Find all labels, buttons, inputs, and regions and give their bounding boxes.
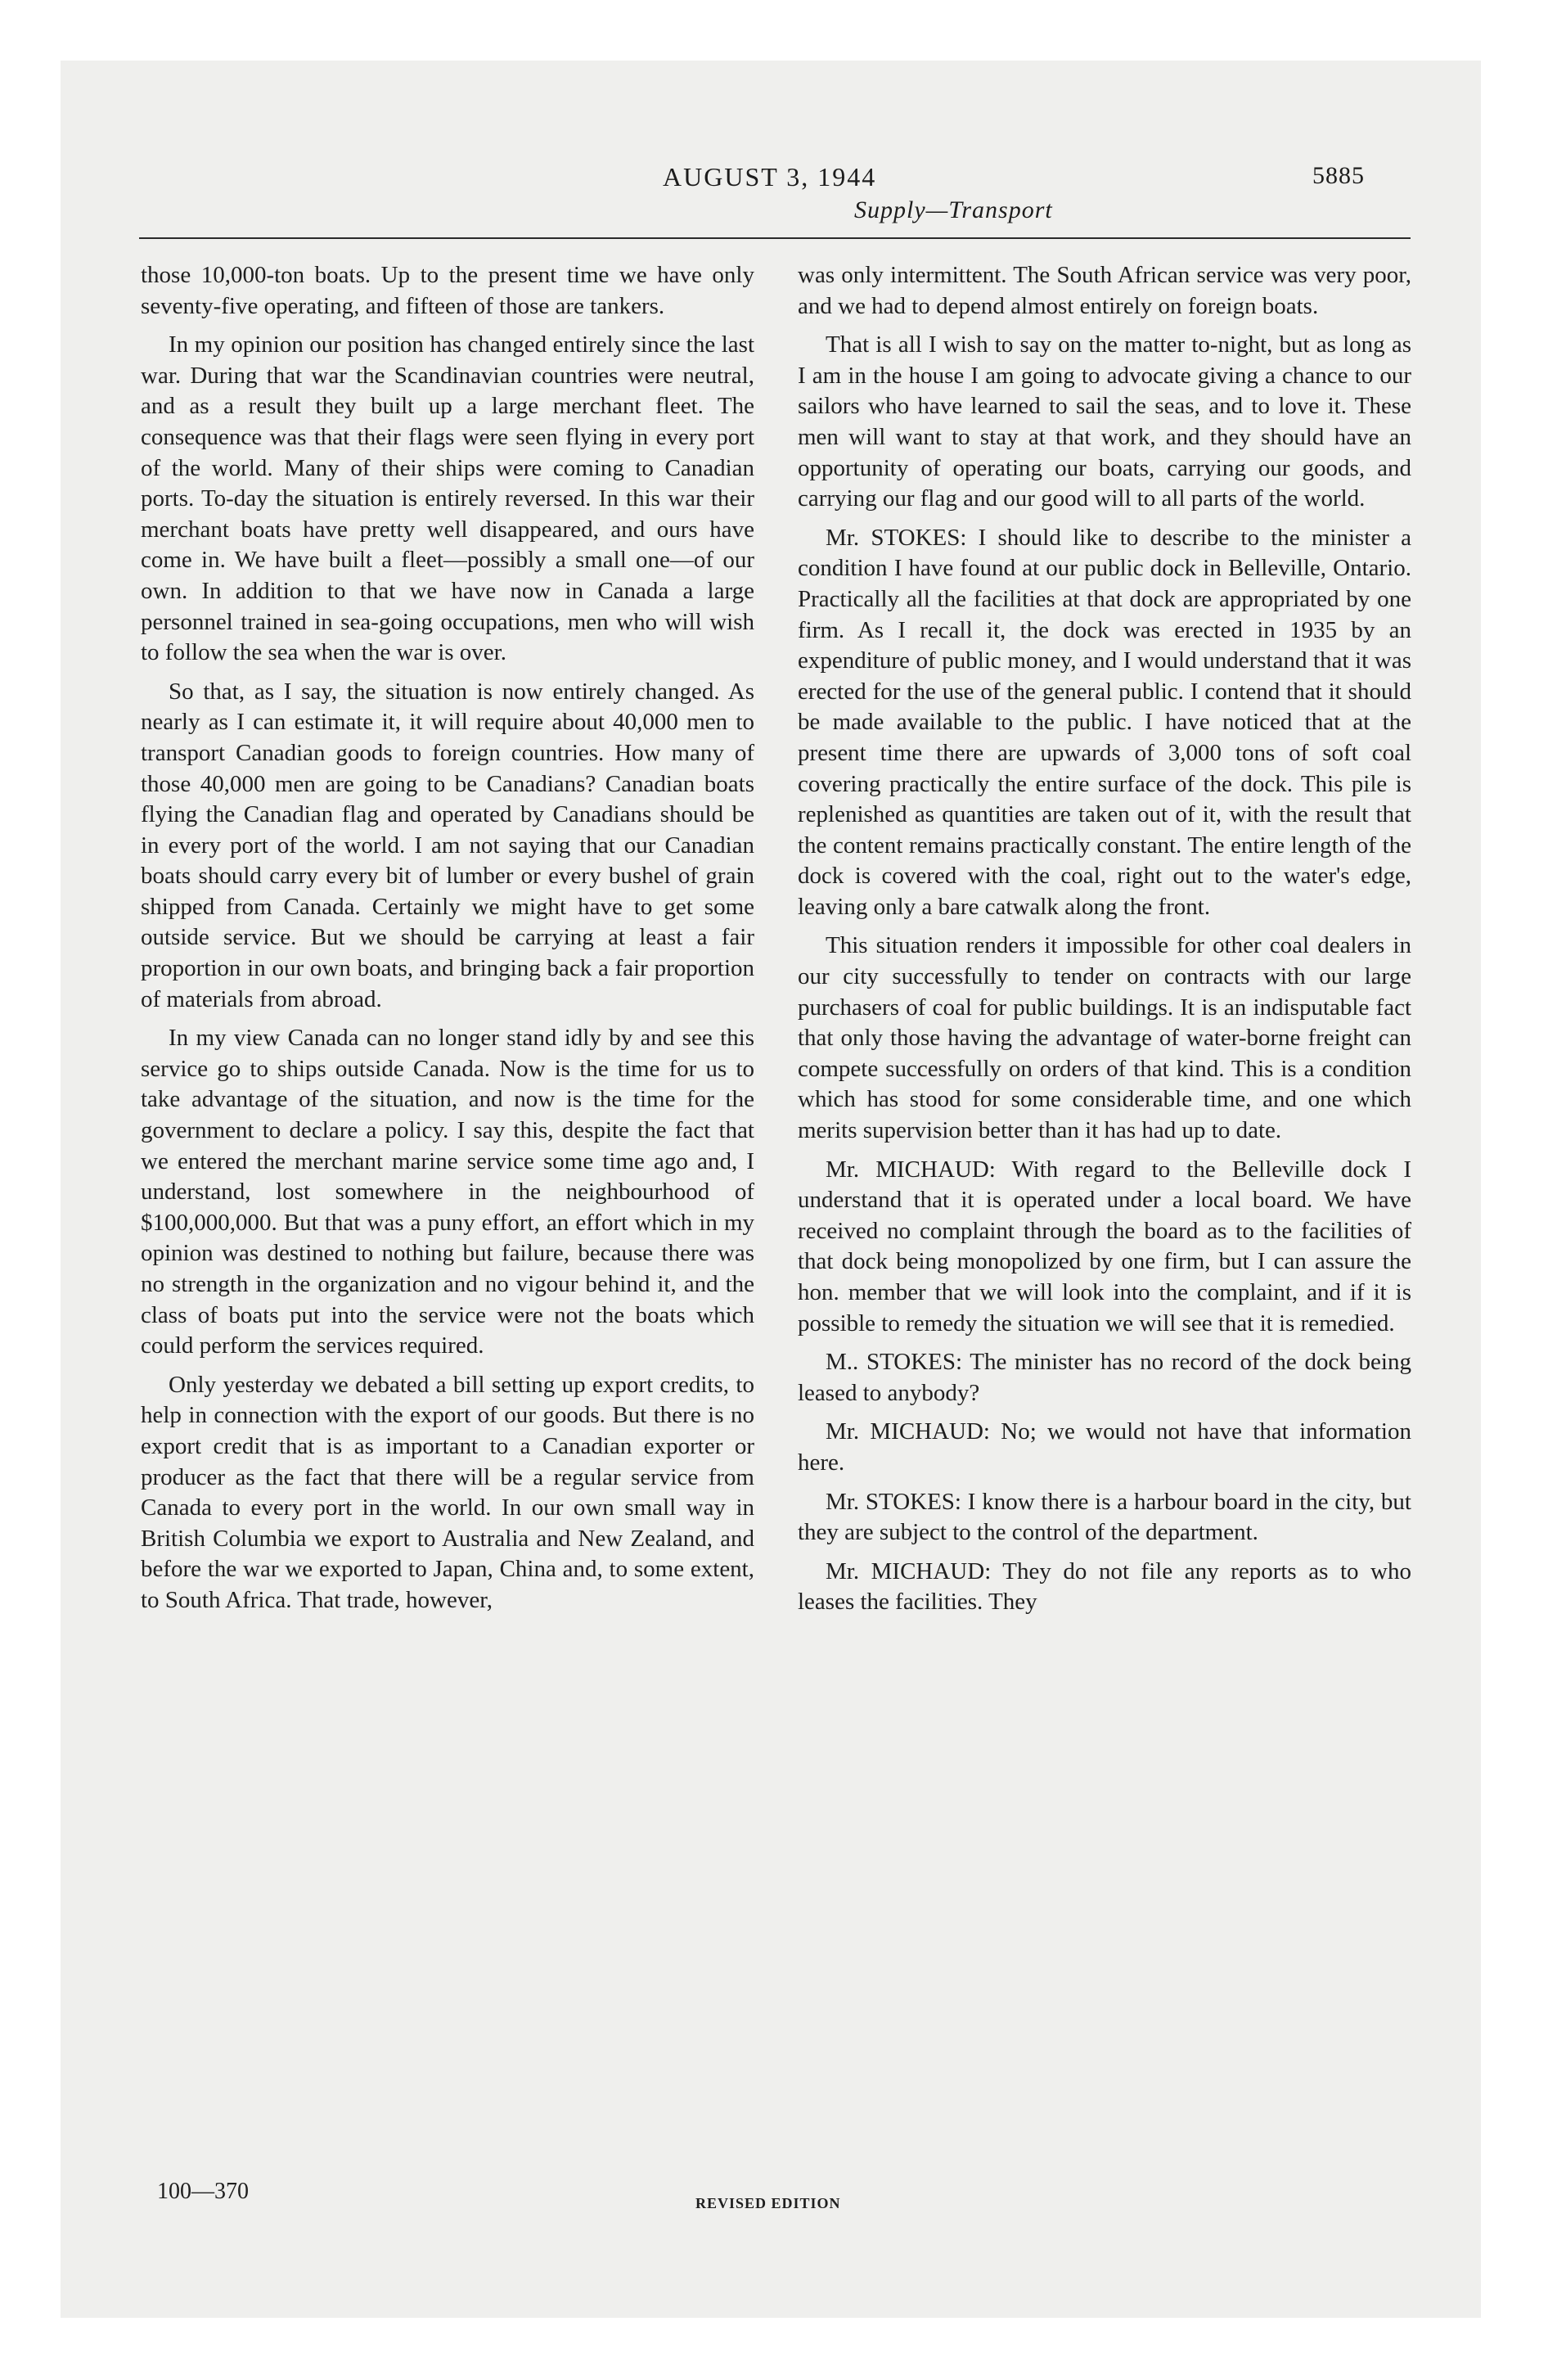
header-subject: Supply—Transport xyxy=(854,196,1053,223)
paragraph: In my opinion our position has changed entirely since the last war. During that war the Scandinavian countries were neutral, and as a result they built up a large merchant fleet. The consequence was that their flags were seen flying in every port of the world. Many of their ships were coming to Canadian ports. To-day the situation is entirely reversed. In this war their merchant boats have pretty well disappeared, and ours have come in. We have built a fleet—possibly a small one—of our own. In addition to that we have now in Canada a large personnel trained in sea-going occupations, men who will wish to follow the sea when the war is over. xyxy=(141,331,754,666)
paragraph: Only yesterday we debated a bill setting up export credits, to help in connection with the export of our goods. But there is no export credit that is as important to a Canadian exporter or producer as the fact that there will be a regular service from Canada to every port in the world. In our own small way in British Columbia we export to Australia and New Zealand, and before the war we exported to Japan, China and, to some extent, to South Africa. That trade, however, xyxy=(141,1371,754,1613)
header-date: AUGUST 3, 1944 xyxy=(663,162,877,192)
speech-paragraph: Mr. MICHAUD: With regard to the Belleville dock I understand that it is operated under a local board. We have received no complaint through the board as to the facilities of that dock being monopolized by one firm, but I can assure the hon. member that we will look into the complaint, and if it is possible to remedy the situation we will see that it is remedied. xyxy=(798,1156,1411,1336)
paragraph: This situation renders it impossible for other coal dealers in our city successfully to tender on contracts with our large purchasers of coal for public buildings. It is an indisputable fact that only those having the advantage of water-borne freight can compete successfully on orders of that kind. This is a condition which has stood for some considerable time, and one which merits supervision better than it has had up to date. xyxy=(798,932,1411,1144)
sheet-code: 100—370 xyxy=(157,2179,249,2204)
speech-paragraph: Mr. MICHAUD: They do not file any reports as to who leases the facilities. They xyxy=(798,1557,1411,1616)
paragraph: So that, as I say, the situation is now entirely changed. As nearly as I can estimate it, it will require about 40,000 men to transport Canadian goods to foreign countries. How many of those 40,000 men are going to be Canadians? Canadian boats flying the Canadian flag and operated by Canadians should be in every port of the world. I am not saying that our Canadian boats should carry every bit of lumber or every bushel of grain shipped from Canada. Certainly we might have to get some outside service. But we should be carrying at least a fair proportion in our own boats, and bringing back a fair proportion of materials from abroad. xyxy=(141,678,754,1012)
right-column xyxy=(798,260,1411,1626)
paragraph: was only intermittent. The South African service was very poor, and we had to depend almost entirely on foreign boats. xyxy=(798,262,1411,319)
paragraph: That is all I wish to say on the matter to-night, but as long as I am in the house I am going to advocate giving a chance to our sailors who have learned to sail the seas, and to love it. These men will want to stay at that work, and they should have an opportunity of operating our boats, carrying our goods, and carrying our flag and our good will to all parts of the world. xyxy=(798,331,1411,512)
speech-paragraph: Mr. STOKES: I know there is a harbour board in the city, but they are subject to the control of the department. xyxy=(798,1488,1411,1546)
header-rule xyxy=(139,237,1411,239)
paragraph: In my view Canada can no longer stand idly by and see this service go to ships outside Canada. Now is the time for us to take advantage of the situation, and now is the time for the government to declare a policy. I say this, despite the fact that we entered the merchant marine service some time ago and, I understand, lost somewhere in the neighbourhood of $100,000,000. But that was a puny effort, an effort which in my opinion was destined to nothing but failure, because there was no strength in the organization and no vigour behind it, and the class of boats put into the service were not the boats which could perform the services required. xyxy=(141,1025,754,1359)
paragraph: those 10,000-ton boats. Up to the present time we have only seventy-five operating, and fifteen of those are tankers. xyxy=(141,262,754,319)
speech-paragraph: Mr. STOKES: I should like to describe to the minister a condition I have found at our public dock in Belleville, Ontario. Practically all the facilities at that dock are appropriated by one firm. As I recall it, the dock was erected in 1935 by an expenditure of public money, and I would understand that it was erected for the use of the general public. I contend that it should be made available to the public. I have noticed that at the present time there are upwards of 3,000 tons of soft coal covering practically the entire surface of the dock. This pile is replenished as quantities are taken out of it, with the result that the content remains practically constant. The entire length of the dock is covered with the coal, right out to the water's edge, leaving only a bare catwalk along the front. xyxy=(798,524,1411,920)
speech-paragraph: M.. STOKES: The minister has no record of the dock being leased to anybody? xyxy=(798,1349,1411,1406)
page-number: 5885 xyxy=(1312,162,1365,189)
speech-paragraph: Mr. MICHAUD: No; we would not have that information here. xyxy=(798,1418,1411,1476)
left-column xyxy=(141,260,754,1625)
edition-label: REVISED EDITION xyxy=(695,2195,841,2211)
